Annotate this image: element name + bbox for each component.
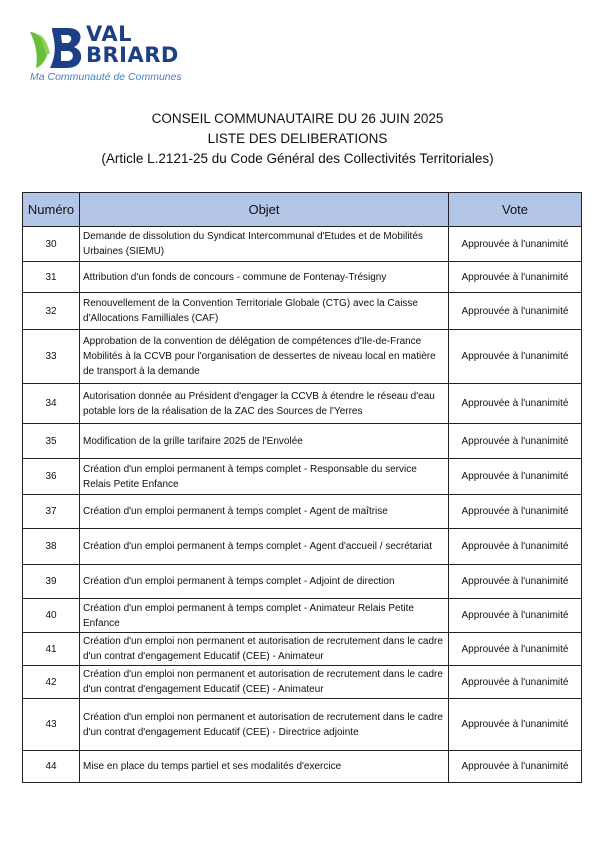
row-object: Création d'un emploi permanent à temps complet - Responsable du service Relais Petite Enfance	[80, 459, 449, 495]
table-row	[23, 384, 582, 424]
row-object: Attribution d'un fonds de concours - commune de Fontenay-Trésigny	[80, 262, 449, 293]
row-number: 41	[23, 633, 80, 666]
row-object: Autorisation donnée au Président d'engager la CCVB à étendre le réseau d'eau potable lors de la réalisation de la ZAC des Sources de l'Yerres	[80, 384, 449, 424]
row-vote: Approuvée à l'unanimité	[449, 565, 582, 599]
row-number: 36	[23, 459, 80, 495]
table-row	[23, 495, 582, 529]
row-number: 38	[23, 529, 80, 565]
table-row	[23, 227, 582, 262]
table-row	[23, 633, 582, 666]
table-row	[23, 699, 582, 751]
row-vote: Approuvée à l'unanimité	[449, 459, 582, 495]
document-subtitle: LISTE DES DELIBERATIONS	[207, 131, 388, 146]
val-briard-logo-mark-icon	[28, 26, 84, 70]
row-vote: Approuvée à l'unanimité	[449, 227, 582, 262]
row-number: 40	[23, 599, 80, 633]
row-number: 31	[23, 262, 80, 293]
legal-reference: (Article L.2121-25 du Code Général des Collectivités Territoriales)	[101, 151, 494, 166]
row-number: 44	[23, 751, 80, 783]
row-number: 43	[23, 699, 80, 751]
table-row	[23, 459, 582, 495]
row-object: Modification de la grille tarifaire 2025 de l'Envolée	[80, 424, 449, 459]
table-row	[23, 666, 582, 699]
table-row	[23, 599, 582, 633]
row-number: 32	[23, 293, 80, 330]
table-row	[23, 529, 582, 565]
row-vote: Approuvée à l'unanimité	[449, 495, 582, 529]
row-object: Création d'un emploi non permanent et autorisation de recrutement dans le cadre d'un contrat d'engagement Educatif (CEE) - Animateur	[80, 666, 449, 699]
table-row	[23, 293, 582, 330]
row-object: Création d'un emploi non permanent et autorisation de recrutement dans le cadre d'un contrat d'engagement Educatif (CEE) - Directrice adjointe	[80, 699, 449, 751]
row-vote: Approuvée à l'unanimité	[449, 330, 582, 384]
row-object: Approbation de la convention de délégation de compétences d'Ile-de-France Mobilités à la CCVB pour l'organisation de dessertes de niveau local en matière de transport à la demande	[80, 330, 449, 384]
column-header-numero: Numéro	[23, 193, 80, 227]
row-vote: Approuvée à l'unanimité	[449, 529, 582, 565]
row-object: Création d'un emploi permanent à temps complet - Animateur Relais Petite Enfance	[80, 599, 449, 633]
document-title: CONSEIL COMMUNAUTAIRE DU 26 JUIN 2025	[151, 111, 444, 126]
logo-word-line2: BRIARD	[86, 43, 179, 67]
row-object: Création d'un emploi permanent à temps complet - Agent de maîtrise	[80, 495, 449, 529]
document-header	[0, 109, 595, 169]
table-row	[23, 565, 582, 599]
table-row	[23, 424, 582, 459]
row-number: 34	[23, 384, 80, 424]
logo-word-line1: VAL	[86, 22, 132, 46]
row-number: 42	[23, 666, 80, 699]
row-vote: Approuvée à l'unanimité	[449, 599, 582, 633]
deliberations-table	[22, 192, 582, 783]
row-vote: Approuvée à l'unanimité	[449, 424, 582, 459]
row-vote: Approuvée à l'unanimité	[449, 633, 582, 666]
row-vote: Approuvée à l'unanimité	[449, 751, 582, 783]
row-object: Renouvellement de la Convention Territoriale Globale (CTG) avec la Caisse d'Allocations Familliales (CAF)	[80, 293, 449, 330]
row-object: Création d'un emploi non permanent et autorisation de recrutement dans le cadre d'un contrat d'engagement Educatif (CEE) - Animateur	[80, 633, 449, 666]
val-briard-logo	[22, 22, 222, 84]
row-object: Création d'un emploi permanent à temps complet - Agent d'accueil / secrétariat	[80, 529, 449, 565]
row-vote: Approuvée à l'unanimité	[449, 666, 582, 699]
row-vote: Approuvée à l'unanimité	[449, 384, 582, 424]
row-vote: Approuvée à l'unanimité	[449, 262, 582, 293]
row-number: 30	[23, 227, 80, 262]
column-header-objet: Objet	[80, 193, 449, 227]
row-object: Mise en place du temps partiel et ses modalités d'exercice	[80, 751, 449, 783]
table-row	[23, 262, 582, 293]
row-number: 37	[23, 495, 80, 529]
row-object: Création d'un emploi permanent à temps complet - Adjoint de direction	[80, 565, 449, 599]
column-header-vote: Vote	[449, 193, 582, 227]
table-row	[23, 751, 582, 783]
row-vote: Approuvée à l'unanimité	[449, 293, 582, 330]
logo-wordmark	[86, 24, 179, 66]
table-row	[23, 330, 582, 384]
row-number: 39	[23, 565, 80, 599]
row-object: Demande de dissolution du Syndicat Intercommunal d'Etudes et de Mobilités Urbaines (SIEMU)	[80, 227, 449, 262]
row-vote: Approuvée à l'unanimité	[449, 699, 582, 751]
logo-tagline: Ma Communauté de Communes	[30, 71, 182, 83]
table-header-row	[23, 193, 582, 227]
row-number: 33	[23, 330, 80, 384]
row-number: 35	[23, 424, 80, 459]
